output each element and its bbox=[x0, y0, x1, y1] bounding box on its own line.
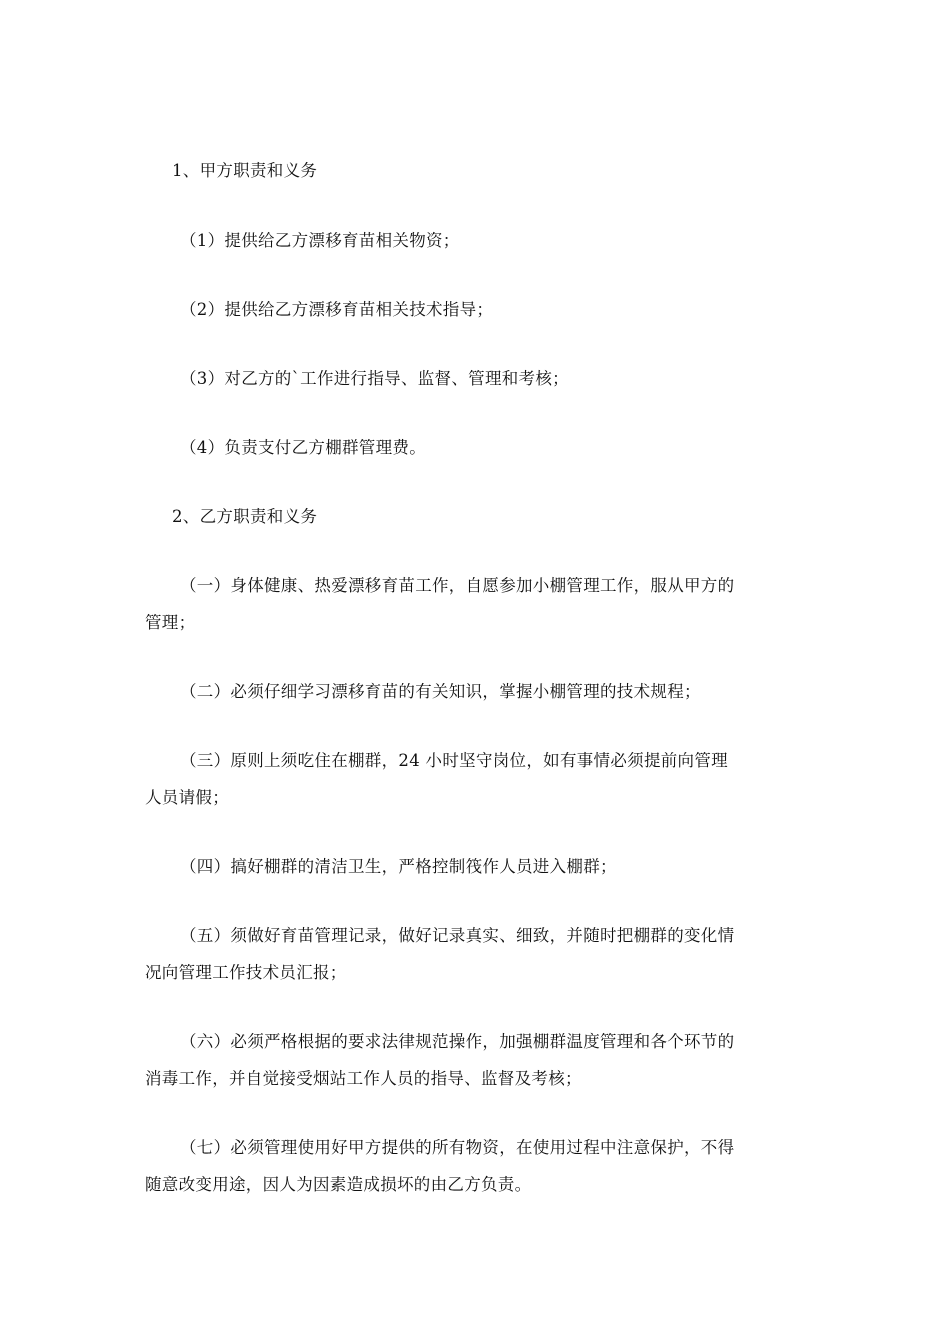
section1-item-3: （3）对乙方的`工作进行指导、监督、管理和考核； bbox=[180, 369, 569, 388]
section2-item-6-line2: 消毒工作，并自觉接受烟站工作人员的指导、监督及考核； bbox=[145, 1069, 582, 1088]
section1-item-1: （1）提供给乙方漂移育苗相关物资； bbox=[180, 231, 460, 250]
section2-item-1-line2: 管理； bbox=[145, 613, 196, 632]
section2-item-5-line1: （五）须做好育苗管理记录，做好记录真实、细致，并随时把棚群的变化情 bbox=[180, 926, 735, 945]
section2-item-7-line2: 随意改变用途，因人为因素造成损坏的由乙方负责。 bbox=[145, 1175, 532, 1194]
section2-item-2-line1: （二）必须仔细学习漂移育苗的有关知识，掌握小棚管理的技术规程； bbox=[180, 682, 701, 701]
section2-item-3-line1: （三）原则上须吃住在棚群，24 小时坚守岗位，如有事情必须提前向管理 bbox=[180, 751, 728, 770]
section2-item-6-line1: （六）必须严格根据的要求法律规范操作，加强棚群温度管理和各个环节的 bbox=[180, 1032, 735, 1051]
section2-heading: 2、乙方职责和义务 bbox=[172, 507, 318, 526]
section2-item-5-line2: 况向管理工作技术员汇报； bbox=[145, 963, 347, 982]
section1-heading: 1、甲方职责和义务 bbox=[172, 161, 318, 180]
section1-item-4: （4）负责支付乙方棚群管理费。 bbox=[180, 438, 426, 457]
section2-item-7-line1: （七）必须管理使用好甲方提供的所有物资，在使用过程中注意保护，不得 bbox=[180, 1138, 735, 1157]
section2-item-3-line2: 人员请假； bbox=[145, 788, 229, 807]
section2-item-4-line1: （四）搞好棚群的清洁卫生，严格控制筏作人员进入棚群； bbox=[180, 857, 617, 876]
section2-item-1-line1: （一）身体健康、热爱漂移育苗工作，自愿参加小棚管理工作，服从甲方的 bbox=[180, 576, 735, 595]
section1-item-2: （2）提供给乙方漂移育苗相关技术指导； bbox=[180, 300, 494, 319]
